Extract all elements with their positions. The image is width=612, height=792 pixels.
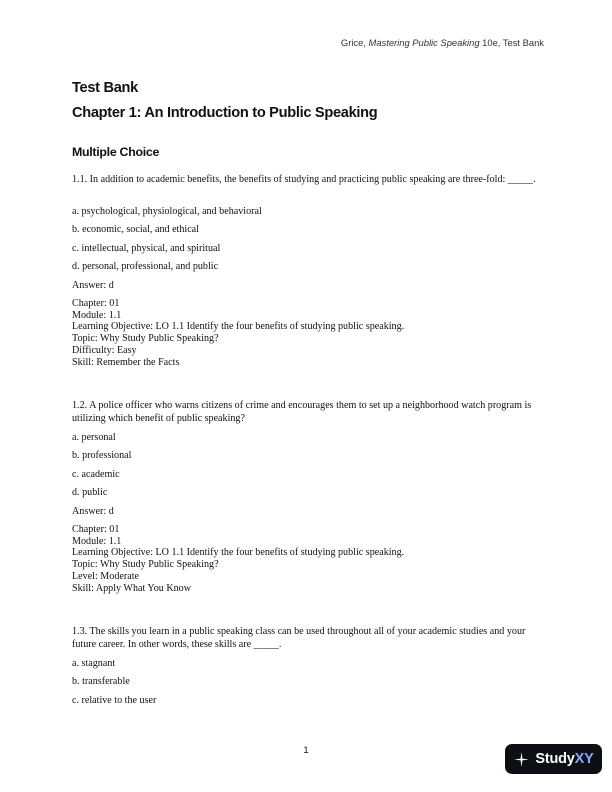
answer-option: a. psychological, physiological, and behavioral — [72, 206, 262, 217]
answer-option: c. relative to the user — [72, 695, 157, 706]
answer-option: b. economic, social, and ethical — [72, 224, 199, 235]
answer-option: c. academic — [72, 469, 120, 480]
plus-icon — [513, 751, 530, 768]
answer-option: a. stagnant — [72, 658, 116, 669]
answer-key: Answer: d — [72, 280, 114, 291]
meta-skill: Skill: Apply What You Know — [72, 582, 191, 594]
meta-skill: Skill: Remember the Facts — [72, 356, 180, 368]
meta-module: Module: 1.1 — [72, 309, 122, 321]
answer-option: d. public — [72, 487, 108, 498]
question-stem: 1.3. The skills you learn in a public speaking class can be used throughout all of your academic studies and your future career. In other words, these skills are _____. — [72, 626, 526, 650]
answer-option: c. intellectual, physical, and spiritual — [72, 243, 221, 254]
brand-study: Study — [535, 751, 575, 767]
document-title: Test Bank — [72, 80, 138, 96]
header-book-title: Mastering Public Speaking — [368, 37, 480, 48]
page-number: 1 — [303, 745, 309, 756]
meta-level: Level: Moderate — [72, 570, 139, 582]
header-author: Grice, — [340, 37, 366, 48]
answer-key: Answer: d — [72, 506, 114, 517]
brand-xy: XY — [574, 751, 594, 767]
meta-topic: Topic: Why Study Public Speaking? — [72, 333, 219, 345]
answer-option: d. personal, professional, and public — [72, 261, 219, 272]
running-header — [341, 37, 544, 48]
question-metadata — [72, 298, 404, 368]
answer-option: b. transferable — [72, 676, 130, 687]
studyxy-wordmark — [535, 751, 593, 767]
question-metadata — [72, 524, 404, 594]
meta-learning-objective: Learning Objective: LO 1.1 Identify the four benefits of studying public speaking. — [72, 321, 405, 333]
question-stem: 1.2. A police officer who warns citizens of crime and encourages them to set up a neighborhood watch program is utilizing which benefit of public speaking? — [72, 400, 532, 424]
meta-module: Module: 1.1 — [72, 535, 122, 547]
meta-topic: Topic: Why Study Public Speaking? — [72, 559, 219, 571]
meta-chapter: Chapter: 01 — [72, 524, 120, 535]
answer-option: a. personal — [72, 432, 116, 443]
meta-difficulty: Difficulty: Easy — [72, 344, 137, 356]
question-stem: 1.1. In addition to academic benefits, the benefits of studying and practicing public speaking are three-fold: _____. — [72, 174, 536, 185]
answer-option: b. professional — [72, 450, 132, 461]
header-edition: 10e, Test Bank — [482, 37, 544, 48]
meta-learning-objective: Learning Objective: LO 1.1 Identify the four benefits of studying public speaking. — [72, 547, 405, 559]
section-title: Multiple Choice — [72, 145, 160, 159]
meta-chapter: Chapter: 01 — [72, 298, 120, 309]
studyxy-badge[interactable] — [505, 744, 602, 774]
chapter-title: Chapter 1: An Introduction to Public Speaking — [72, 105, 378, 121]
